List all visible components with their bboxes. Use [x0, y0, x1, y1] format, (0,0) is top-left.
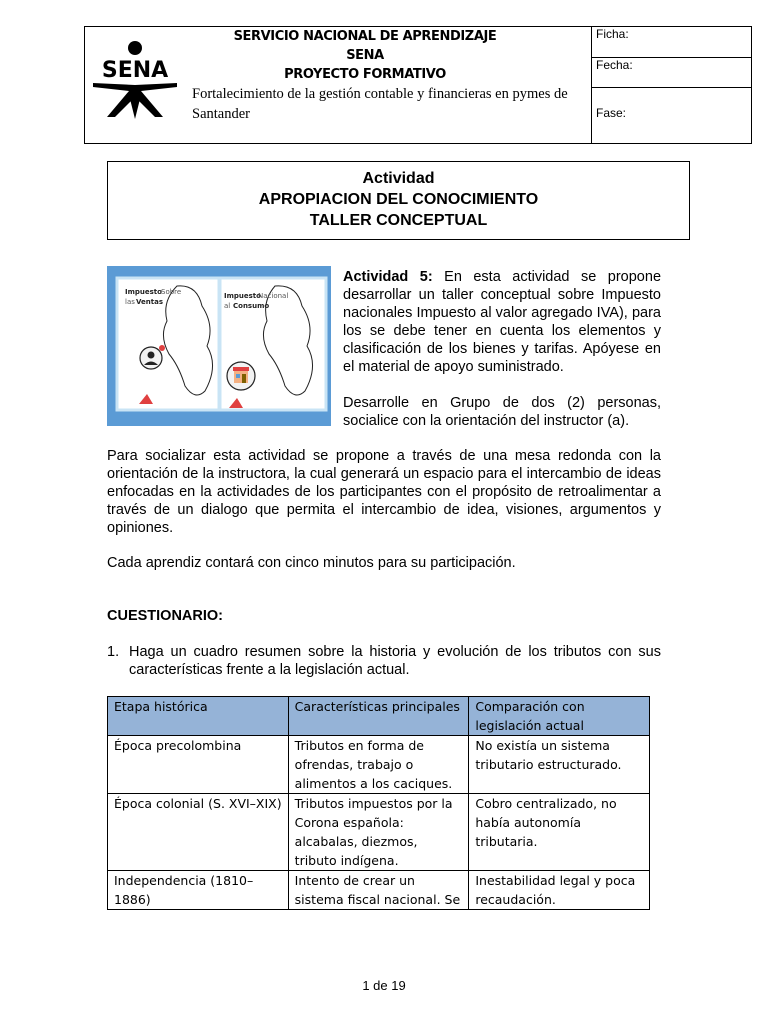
panel1-title-d: Ventas — [136, 298, 164, 306]
table-cell: Cobro centralizado, no había autonomía tributaria. — [469, 794, 650, 871]
fase-label: Fase: — [596, 106, 627, 120]
panel1-title-c: las — [125, 298, 135, 306]
panel1-title-b: Sobre — [161, 288, 182, 296]
activity-type: TALLER CONCEPTUAL — [309, 212, 488, 229]
tax-history-table — [107, 696, 650, 910]
table-cell: Época precolombina — [108, 736, 289, 794]
group-instructions: Desarrolle en Grupo de dos (2) personas, socialice con la orientación del instructor (a). — [343, 395, 661, 429]
page-number: 1 de 19 — [362, 978, 406, 993]
sena-logo-text: SENA — [101, 58, 169, 83]
table-header-row — [108, 697, 650, 736]
activity-title: Actividad — [362, 170, 435, 187]
fase-field — [592, 88, 751, 143]
project-type: PROYECTO FORMATIVO — [284, 67, 446, 82]
activity-description — [343, 268, 661, 430]
table-cell: Inestabilidad legal y poca recaudación. — [469, 871, 650, 910]
activity-text: En esta actividad se propone desarrollar un taller conceptual sobre Impuesto nacionales Impuesto al valor agregado IVA), para los se debe tener en cuenta los elementos y clasificación de los bienes y tarifas. Apóyese en el material de apoyo suministrado. — [343, 269, 662, 375]
org-acronym: SENA — [346, 48, 384, 63]
time-paragraph: Cada aprendiz contará con cinco minutos para su participación. — [107, 555, 516, 571]
panel2-title-c: al — [224, 302, 231, 310]
questionnaire-heading: CUESTIONARIO: — [107, 608, 223, 624]
question-number: 1. — [107, 644, 120, 660]
document-header — [84, 26, 752, 144]
panel2-title: Impuesto — [224, 292, 261, 300]
activity-label: Actividad 5: — [343, 269, 433, 285]
org-name: SERVICIO NACIONAL DE APRENDIZAJE — [233, 29, 497, 44]
question-text: Haga un cuadro resumen sobre la historia y evolución de los tributos con sus características frente a la legislación actual. — [129, 644, 661, 678]
header-right-cell — [592, 27, 751, 143]
table-cell: Tributos impuestos por la Corona española: alcabalas, diezmos, tributo indígena. — [288, 794, 469, 871]
table-header-cell: Comparación con legislación actual — [469, 697, 650, 736]
tax-illustration — [107, 266, 331, 426]
table-header-cell: Características principales — [288, 697, 469, 736]
table-cell: Independencia (1810–1886) — [108, 871, 289, 910]
table-row — [108, 871, 650, 910]
fecha-field: Fecha: — [592, 58, 751, 88]
panel2-title-d: Consumo — [233, 302, 270, 310]
table-cell: Intento de crear un sistema fiscal nacional. Se — [288, 871, 469, 910]
activity-title-box — [107, 161, 690, 240]
table-row — [108, 794, 650, 871]
panel1-title: Impuesto — [125, 288, 162, 296]
panel2-title-b: Nacional — [258, 292, 289, 300]
project-name: Fortalecimiento de la gestión contable y financieras en pymes de Santander — [192, 86, 568, 122]
store-icon — [227, 362, 255, 390]
table-cell: No existía un sistema tributario estructurado. — [469, 736, 650, 794]
table-header-cell: Etapa histórica — [108, 697, 289, 736]
table-cell: Tributos en forma de ofrendas, trabajo o alimentos a los caciques. — [288, 736, 469, 794]
ficha-field: Ficha: — [592, 27, 751, 58]
sena-logo — [89, 39, 181, 119]
activity-subtitle: APROPIACION DEL CONOCIMIENTO — [258, 191, 539, 208]
socialize-paragraph: Para socializar esta actividad se propone a través de una mesa redonda con la orientación de la instructora, la cual generará un espacio para el intercambio de ideas enfocadas en la actividades de los participantes con el propósito de retroalimentar a través de un dialogo que permita el intercambio de idea, visiones, argumentos y opiniones. — [107, 448, 661, 536]
table-row — [108, 736, 650, 794]
table-cell: Época colonial (S. XVI–XIX) — [108, 794, 289, 871]
header-left-cell — [85, 27, 592, 143]
